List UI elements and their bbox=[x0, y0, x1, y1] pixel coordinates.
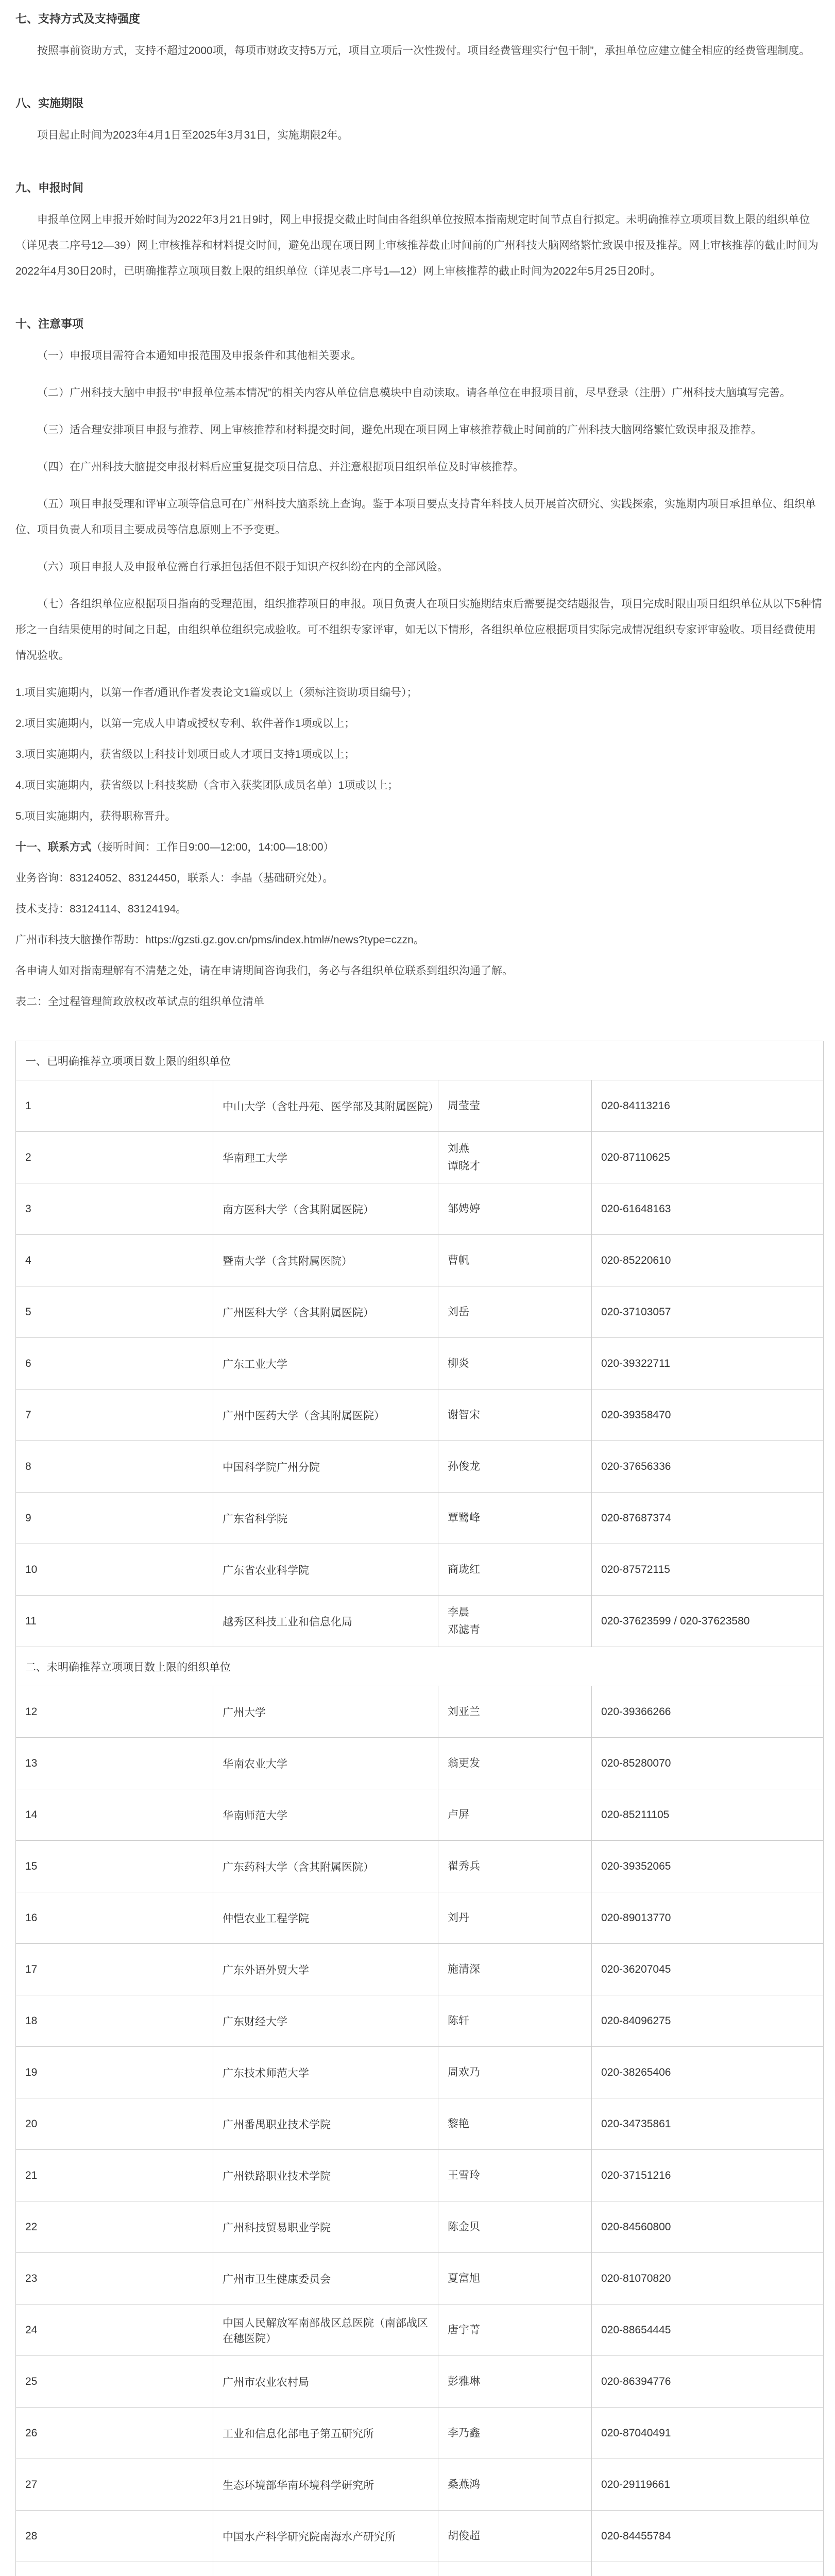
row-number: 14 bbox=[16, 1789, 213, 1840]
row-unit bbox=[213, 2562, 438, 2576]
row-number: 17 bbox=[16, 1944, 213, 1995]
row-phone: 020-87110625 bbox=[592, 1132, 824, 1183]
row-contact bbox=[438, 2304, 592, 2355]
row-unit: 中国水产科学研究院南海水产研究所 bbox=[213, 2511, 438, 2562]
table-row bbox=[16, 2356, 824, 2408]
contact-name: 刘燕 bbox=[448, 1142, 469, 1155]
row-contact bbox=[438, 2201, 592, 2252]
contact-name: 彭雅琳 bbox=[448, 2375, 480, 2387]
contact-name: 翟秀兵 bbox=[448, 1860, 480, 1872]
section-8-text: 项目起止时间为2023年4月1日至2025年3月31日，实施期限2年。 bbox=[37, 129, 349, 141]
row-phone: 020-84113216 bbox=[592, 1080, 824, 1131]
note-6: （六）项目申报人及申报单位需自行承担包括但不限于知识产权纠纷在内的全部风险。 bbox=[37, 561, 448, 573]
table-group-2-title: 二、未明确推荐立项项目数上限的组织单位 bbox=[16, 1647, 824, 1686]
row-contact bbox=[438, 1493, 592, 1544]
row-phone: 020-89013770 bbox=[592, 1892, 824, 1943]
row-phone: 020-84096275 bbox=[592, 1995, 824, 2046]
table-row bbox=[16, 1132, 824, 1183]
notice-body bbox=[15, 5, 823, 1020]
row-phone: 020-87572115 bbox=[592, 1544, 824, 1595]
row-contact bbox=[438, 1686, 592, 1737]
row-unit: 广州医科大学（含其附属医院） bbox=[213, 1286, 438, 1337]
row-number: 7 bbox=[16, 1389, 213, 1440]
row-phone: 020-88654445 bbox=[592, 2304, 824, 2355]
row-contact bbox=[438, 2356, 592, 2407]
row-phone: 020-61648163 bbox=[592, 1183, 824, 1234]
row-phone: 020-34735861 bbox=[592, 2098, 824, 2149]
row-contact bbox=[438, 1132, 592, 1183]
row-unit: 广州中医药大学（含其附属医院） bbox=[213, 1389, 438, 1440]
row-phone: 020-84560800 bbox=[592, 2201, 824, 2252]
row-contact bbox=[438, 1995, 592, 2046]
contact-name: 陈金贝 bbox=[448, 2221, 480, 2233]
row-phone: 020-84455784 bbox=[592, 2511, 824, 2562]
row-contact bbox=[438, 2098, 592, 2149]
row-unit: 广东技术师范大学 bbox=[213, 2047, 438, 2098]
contact-name: 刘岳 bbox=[448, 1306, 469, 1318]
contact-name: 周欢乃 bbox=[448, 2066, 480, 2078]
row-phone: 020-86394776 bbox=[592, 2356, 824, 2407]
contact-business: 业务咨询：83124052、83124450，联系人：李晶（基础研究处）。 bbox=[15, 872, 334, 884]
row-phone: 020-38265406 bbox=[592, 2047, 824, 2098]
condition-4: 4.项目实施期内，获省级以上科技奖励（含市入获奖团队成员名单）1项或以上； bbox=[15, 779, 399, 791]
table-row bbox=[16, 1183, 824, 1235]
table-row bbox=[16, 1389, 824, 1441]
row-number: 1 bbox=[16, 1080, 213, 1131]
row-unit: 广东药科大学（含其附属医院） bbox=[213, 1841, 438, 1892]
contact-name: 刘丹 bbox=[448, 1911, 469, 1924]
row-number: 21 bbox=[16, 2150, 213, 2201]
row-contact bbox=[438, 1789, 592, 1840]
row-unit: 南方医科大学（含其附属医院） bbox=[213, 1183, 438, 1234]
table-row bbox=[16, 2253, 824, 2304]
row-unit: 中国人民解放军南部战区总医院（南部战区在穗医院） bbox=[213, 2304, 438, 2355]
table-row bbox=[16, 2201, 824, 2253]
contact-name: 周莹莹 bbox=[448, 1099, 480, 1112]
row-number: 27 bbox=[16, 2459, 213, 2510]
row-phone: 020-36207045 bbox=[592, 1944, 824, 1995]
row-contact bbox=[438, 1338, 592, 1389]
note-1: （一）申报项目需符合本通知申报范围及申报条件和其他相关要求。 bbox=[37, 350, 362, 362]
condition-5: 5.项目实施期内，获得职称晋升。 bbox=[15, 810, 176, 822]
section-8-title: 八、实施期限 bbox=[15, 97, 84, 110]
note-7: （七）各组织单位应根据项目指南的受理范围，组织推荐项目的申报。项目负责人在项目实施期结束后需要提交结题报告，项目完成时限由项目组织单位从以下5种情形之一自结果使用的时间之日起，由组织单位组织完成验收。可不组织专家评审，如无以下情形，各组织单位应根据项目实际完成情况组织专家评审验收。项目经费使用情况验收。 bbox=[15, 598, 822, 662]
section-7-text: 按照事前资助方式，支持不超过2000项，每项市财政支持5万元，项目立项后一次性拨付。项目经费管理实行“包干制”，承担单位应建立健全相应的经费管理制度。 bbox=[37, 45, 810, 57]
row-phone: 020-85220610 bbox=[592, 1235, 824, 1286]
section-9-text: 申报单位网上申报开始时间为2022年3月21日9时，网上申报提交截止时间由各组织单位按照本指南规定时间节点自行拟定。未明确推荐立项项目数上限的组织单位（详见表二序号12—39）网上审核推荐和材料提交时间，避免出现在项目网上审核推荐截止时间前的广州科技大脑网络繁忙致误申报及推荐。网上审核推荐的截止时间为2022年4月30日20时，已明确推荐立项项目数上限的组织单位（详见表二序号1—12）网上审核推荐的截止时间为2022年5月25日20时。 bbox=[15, 214, 819, 277]
row-number: 11 bbox=[16, 1596, 213, 1647]
table-row bbox=[16, 1235, 824, 1286]
note-2: （二）广州科技大脑中申报书“申报单位基本情况”的相关内容从单位信息模块中自动读取。请各单位在申报项目前，尽早登录（注册）广州科技大脑填写完善。 bbox=[37, 387, 791, 399]
row-number: 16 bbox=[16, 1892, 213, 1943]
contact-name: 卢屏 bbox=[448, 1808, 469, 1821]
table-row bbox=[16, 2304, 824, 2356]
table-row bbox=[16, 1738, 824, 1789]
row-number: 26 bbox=[16, 2408, 213, 2459]
contact-name: 邓滤青 bbox=[448, 1623, 480, 1636]
row-number bbox=[16, 2562, 213, 2576]
contact-name: 胡俊超 bbox=[448, 2530, 480, 2542]
note-3: （三）适合理安排项目申报与推荐、网上审核推荐和材料提交时间，避免出现在项目网上审核推荐截止时间前的广州科技大脑网络繁忙致误申报及推荐。 bbox=[37, 424, 762, 436]
table-row bbox=[16, 1493, 824, 1544]
row-unit: 广州市卫生健康委员会 bbox=[213, 2253, 438, 2304]
row-number: 23 bbox=[16, 2253, 213, 2304]
contact-name: 曹帆 bbox=[448, 1254, 469, 1266]
row-number: 25 bbox=[16, 2356, 213, 2407]
table-row bbox=[16, 1544, 824, 1596]
contact-tech: 技术支持：83124114、83124194。 bbox=[15, 903, 187, 915]
row-contact bbox=[438, 2562, 592, 2576]
row-unit: 广东财经大学 bbox=[213, 1995, 438, 2046]
row-number: 22 bbox=[16, 2201, 213, 2252]
table-row bbox=[16, 2408, 824, 2459]
row-contact bbox=[438, 1183, 592, 1234]
row-unit: 仲恺农业工程学院 bbox=[213, 1892, 438, 1943]
row-phone: 020-39322711 bbox=[592, 1338, 824, 1389]
row-number: 19 bbox=[16, 2047, 213, 2098]
contact-note: 各申请人如对指南理解有不清楚之处，请在申请期间咨询我们，务必与各组织单位联系到组织沟通了解。 bbox=[15, 965, 513, 977]
table-row bbox=[16, 1841, 824, 1892]
row-number: 6 bbox=[16, 1338, 213, 1389]
note-5: （五）项目申报受理和评审立项等信息可在广州科技大脑系统上查询。鉴于本项目要点支持青年科技人员开展首次研究、实践探索，实施期内项目承担单位、组织单位、项目负责人和项目主要成员等信息原则上不予变更。 bbox=[15, 498, 816, 536]
section-11-hours: （接听时间：工作日9:00—12:00，14:00—18:00） bbox=[91, 841, 334, 853]
row-unit: 广东外语外贸大学 bbox=[213, 1944, 438, 1995]
contact-name: 陈轩 bbox=[448, 2014, 469, 2027]
row-unit: 广州铁路职业技术学院 bbox=[213, 2150, 438, 2201]
table-row bbox=[16, 1338, 824, 1389]
note-4: （四）在广州科技大脑提交申报材料后应重复提交项目信息、并注意根据项目组织单位及时审核推荐。 bbox=[37, 461, 524, 473]
row-unit: 广州市农业农村局 bbox=[213, 2356, 438, 2407]
row-unit: 广东工业大学 bbox=[213, 1338, 438, 1389]
contact-name: 唐宇菁 bbox=[448, 2324, 480, 2336]
row-number: 5 bbox=[16, 1286, 213, 1337]
contact-name: 桑燕鸿 bbox=[448, 2478, 480, 2490]
contact-name: 李乃鑫 bbox=[448, 2427, 480, 2439]
table-row bbox=[16, 1944, 824, 1995]
row-number: 10 bbox=[16, 1544, 213, 1595]
row-number: 18 bbox=[16, 1995, 213, 2046]
row-phone: 020-39366266 bbox=[592, 1686, 824, 1737]
contact-name: 李晨 bbox=[448, 1606, 469, 1618]
table-row bbox=[16, 1686, 824, 1738]
organization-unit-table bbox=[15, 1041, 823, 2576]
row-unit: 越秀区科技工业和信息化局 bbox=[213, 1596, 438, 1647]
contact-name: 商珑红 bbox=[448, 1563, 480, 1575]
section-11-title: 十一、联系方式 bbox=[15, 841, 91, 853]
table-row bbox=[16, 2511, 824, 2562]
table-row bbox=[16, 1995, 824, 2047]
row-phone: 020-81070820 bbox=[592, 2253, 824, 2304]
table-row bbox=[16, 1789, 824, 1841]
contact-name: 黎艳 bbox=[448, 2117, 469, 2130]
contact-name: 孙俊龙 bbox=[448, 1460, 480, 1472]
row-unit: 华南师范大学 bbox=[213, 1789, 438, 1840]
contact-name: 谭晓才 bbox=[448, 1160, 480, 1172]
contact-name: 施清深 bbox=[448, 1963, 480, 1975]
row-unit: 广州番禺职业技术学院 bbox=[213, 2098, 438, 2149]
row-contact bbox=[438, 2253, 592, 2304]
row-number: 15 bbox=[16, 1841, 213, 1892]
row-number: 13 bbox=[16, 1738, 213, 1789]
table-group-1-title: 一、已明确推荐立项项目数上限的组织单位 bbox=[16, 1041, 824, 1080]
row-contact bbox=[438, 1544, 592, 1595]
section-10-title: 十、注意事项 bbox=[15, 317, 84, 330]
row-phone: 020-87040491 bbox=[592, 2408, 824, 2459]
contact-url: 广州市科技大脑操作帮助：https://gzsti.gz.gov.cn/pms/index.html#/news?type=czzn。 bbox=[15, 934, 424, 946]
table-row bbox=[16, 1286, 824, 1338]
row-number: 9 bbox=[16, 1493, 213, 1544]
condition-3: 3.项目实施期内，获省级以上科技计划项目或人才项目支持1项或以上； bbox=[15, 749, 355, 760]
row-phone: 020-37656336 bbox=[592, 1441, 824, 1492]
row-contact bbox=[438, 1286, 592, 1337]
row-contact bbox=[438, 1080, 592, 1131]
contact-name: 夏富旭 bbox=[448, 2272, 480, 2284]
row-contact bbox=[438, 1389, 592, 1440]
row-contact bbox=[438, 1841, 592, 1892]
row-contact bbox=[438, 1892, 592, 1943]
row-unit: 工业和信息化部电子第五研究所 bbox=[213, 2408, 438, 2459]
row-contact bbox=[438, 1235, 592, 1286]
row-phone: 020-39358470 bbox=[592, 1389, 824, 1440]
contact-name: 谢智宋 bbox=[448, 1409, 480, 1421]
row-unit: 广州科技贸易职业学院 bbox=[213, 2201, 438, 2252]
table-row bbox=[16, 2098, 824, 2150]
row-unit: 中国科学院广州分院 bbox=[213, 1441, 438, 1492]
row-phone: 020-39352065 bbox=[592, 1841, 824, 1892]
row-phone: 020-37151216 bbox=[592, 2150, 824, 2201]
row-contact bbox=[438, 1944, 592, 1995]
row-number: 20 bbox=[16, 2098, 213, 2149]
row-phone: 020-85211105 bbox=[592, 1789, 824, 1840]
row-unit: 广东省科学院 bbox=[213, 1493, 438, 1544]
row-number: 28 bbox=[16, 2511, 213, 2562]
row-contact bbox=[438, 2511, 592, 2562]
row-contact bbox=[438, 2047, 592, 2098]
row-phone: 020-87687374 bbox=[592, 1493, 824, 1544]
row-number: 3 bbox=[16, 1183, 213, 1234]
row-unit: 生态环境部华南环境科学研究所 bbox=[213, 2459, 438, 2510]
row-number: 12 bbox=[16, 1686, 213, 1737]
row-phone: 020-37103057 bbox=[592, 1286, 824, 1337]
row-number: 8 bbox=[16, 1441, 213, 1492]
row-contact bbox=[438, 1441, 592, 1492]
section-11-heading bbox=[15, 835, 823, 860]
section-7-title: 七、支持方式及支持强度 bbox=[15, 12, 141, 25]
table-row bbox=[16, 1080, 824, 1132]
table-row bbox=[16, 2150, 824, 2201]
contact-name: 王雪玲 bbox=[448, 2169, 480, 2181]
table-row bbox=[16, 2047, 824, 2098]
contact-name: 柳炎 bbox=[448, 1357, 469, 1369]
table-row bbox=[16, 1441, 824, 1493]
condition-1: 1.项目实施期内，以第一作者/通讯作者发表论文1篇或以上（须标注资助项目编号）； bbox=[15, 687, 418, 699]
row-unit: 华南理工大学 bbox=[213, 1132, 438, 1183]
row-contact bbox=[438, 2150, 592, 2201]
contact-name: 刘亚兰 bbox=[448, 1705, 480, 1718]
table-row bbox=[16, 2562, 824, 2576]
table-caption: 表二：全过程管理简政放权改革试点的组织单位清单 bbox=[15, 996, 264, 1008]
contact-name: 翁更发 bbox=[448, 1757, 480, 1769]
table-row bbox=[16, 2459, 824, 2511]
table-row bbox=[16, 1596, 824, 1647]
table-row bbox=[16, 1892, 824, 1944]
row-unit: 华南农业大学 bbox=[213, 1738, 438, 1789]
contact-name: 覃鹭峰 bbox=[448, 1512, 480, 1524]
row-contact bbox=[438, 1596, 592, 1647]
row-phone: 020-37623599 / 020-37623580 bbox=[592, 1596, 824, 1647]
row-phone: 020-29119661 bbox=[592, 2459, 824, 2510]
row-unit: 广东省农业科学院 bbox=[213, 1544, 438, 1595]
row-contact bbox=[438, 1738, 592, 1789]
condition-2: 2.项目实施期内，以第一完成人申请或授权专利、软件著作1项或以上； bbox=[15, 718, 355, 730]
row-contact bbox=[438, 2408, 592, 2459]
row-number: 4 bbox=[16, 1235, 213, 1286]
row-unit: 暨南大学（含其附属医院） bbox=[213, 1235, 438, 1286]
row-phone: 020-85280070 bbox=[592, 1738, 824, 1789]
row-phone bbox=[592, 2562, 824, 2576]
section-9-title: 九、申报时间 bbox=[15, 181, 84, 194]
row-unit: 中山大学（含牡丹苑、医学部及其附属医院） bbox=[213, 1080, 438, 1131]
row-number: 2 bbox=[16, 1132, 213, 1183]
row-number: 24 bbox=[16, 2304, 213, 2355]
row-contact bbox=[438, 2459, 592, 2510]
contact-name: 邹娉婷 bbox=[448, 1202, 480, 1215]
row-unit: 广州大学 bbox=[213, 1686, 438, 1737]
